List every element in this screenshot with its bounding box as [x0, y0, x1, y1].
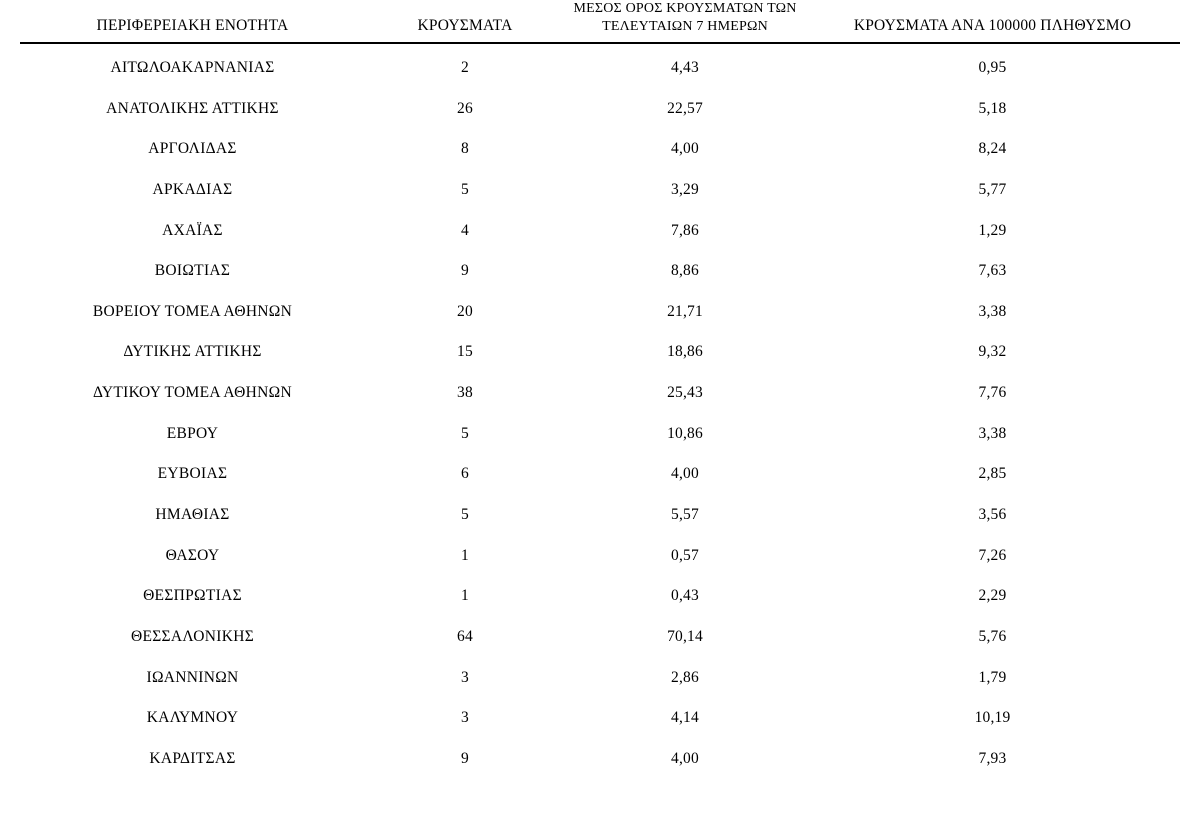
cell-weekly-average: 2,86	[671, 668, 699, 686]
cell-cases: 3	[461, 668, 469, 686]
cell-region: ΑΡΚΑΔΙΑΣ	[152, 180, 233, 198]
table-row	[20, 454, 1180, 495]
cell-weekly-average: 4,00	[671, 749, 699, 767]
cell-region: ΕΥΒΟΙΑΣ	[157, 465, 228, 483]
cell-per-100000: 2,29	[978, 587, 1007, 605]
cell-cases: 6	[461, 465, 469, 483]
cell-region: ΚΑΡΔΙΤΣΑΣ	[149, 749, 236, 767]
cell-weekly-average: 22,57	[667, 99, 703, 117]
table-row	[20, 617, 1180, 658]
table-row	[20, 251, 1180, 292]
table-row	[20, 373, 1180, 414]
table-row	[20, 698, 1180, 739]
column-header-region: ΠΕΡΙΦΕΡΕΙΑΚΗ ΕΝΟΤΗΤΑ	[20, 0, 365, 43]
cell-cases: 9	[461, 262, 469, 280]
cell-weekly-average: 18,86	[667, 343, 703, 361]
cell-per-100000: 7,76	[978, 384, 1007, 402]
cell-region: ΚΑΛΥΜΝΟΥ	[146, 709, 239, 727]
cell-per-100000: 1,29	[978, 221, 1007, 239]
table-row	[20, 576, 1180, 617]
cell-per-100000: 7,63	[978, 262, 1007, 280]
cell-per-100000: 5,18	[978, 99, 1007, 117]
table-row	[20, 170, 1180, 211]
cell-per-100000: 7,93	[978, 749, 1007, 767]
cell-cases: 5	[461, 180, 469, 198]
cell-cases: 5	[461, 506, 469, 524]
cell-cases: 4	[461, 221, 469, 239]
column-header-weekly-average	[565, 0, 805, 43]
cell-weekly-average: 0,43	[671, 587, 699, 605]
cell-cases: 3	[461, 709, 469, 727]
cell-region: ΙΩΑΝΝΙΝΩΝ	[146, 668, 239, 686]
cell-weekly-average: 21,71	[667, 302, 703, 320]
cell-weekly-average: 70,14	[667, 627, 703, 645]
cell-cases: 1	[461, 587, 469, 605]
cell-region: ΘΕΣΣΑΛΟΝΙΚΗΣ	[130, 627, 255, 645]
table-row	[20, 43, 1180, 88]
regional-cases-table	[20, 0, 1180, 779]
table-row	[20, 129, 1180, 170]
cell-per-100000: 9,32	[978, 343, 1007, 361]
cell-region: ΑΝΑΤΟΛΙΚΗΣ ΑΤΤΙΚΗΣ	[106, 99, 279, 117]
cell-per-100000: 3,38	[978, 302, 1007, 320]
cell-region: ΕΒΡΟΥ	[166, 424, 219, 442]
table-row	[20, 495, 1180, 536]
column-header-per-100000: ΚΡΟΥΣΜΑΤΑ ΑΝΑ 100000 ΠΛΗΘΥΣΜΟ	[805, 0, 1180, 43]
cell-weekly-average: 8,86	[671, 262, 699, 280]
cell-per-100000: 3,38	[978, 424, 1007, 442]
cell-weekly-average: 4,14	[671, 709, 699, 727]
cell-weekly-average: 3,29	[671, 180, 699, 198]
cell-cases: 15	[457, 343, 473, 361]
table-row	[20, 414, 1180, 455]
table-row	[20, 657, 1180, 698]
cell-per-100000: 5,76	[978, 627, 1007, 645]
cell-cases: 64	[457, 627, 473, 645]
cell-per-100000: 3,56	[978, 506, 1007, 524]
cell-per-100000: 7,26	[978, 546, 1007, 564]
table-row	[20, 332, 1180, 373]
table-header-row	[20, 0, 1180, 43]
cell-region: ΗΜΑΘΙΑΣ	[155, 506, 230, 524]
cell-region: ΘΑΣΟΥ	[165, 546, 220, 564]
table-row	[20, 88, 1180, 129]
cell-weekly-average: 4,43	[671, 59, 699, 76]
cell-per-100000: 5,77	[978, 180, 1007, 198]
cell-weekly-average: 4,00	[671, 465, 699, 483]
table-header	[20, 0, 1180, 43]
cell-weekly-average: 0,57	[671, 546, 699, 564]
cell-weekly-average: 10,86	[667, 424, 703, 442]
column-header-weekly-average-line1: ΜΕΣΟΣ ΟΡΟΣ ΚΡΟΥΣΜΑΤΩΝ ΤΩΝ	[573, 1, 797, 16]
cell-weekly-average: 25,43	[667, 384, 703, 402]
cell-cases: 8	[461, 140, 469, 158]
cell-region: ΔΥΤΙΚΟΥ ΤΟΜΕΑ ΑΘΗΝΩΝ	[93, 384, 292, 402]
cell-weekly-average: 5,57	[671, 506, 699, 524]
cell-cases: 26	[457, 99, 473, 117]
cell-region: ΒΟΡΕΙΟΥ ΤΟΜΕΑ ΑΘΗΝΩΝ	[92, 302, 293, 320]
cell-per-100000: 10,19	[974, 709, 1011, 727]
cell-cases: 1	[461, 546, 469, 564]
table-row	[20, 536, 1180, 577]
cell-weekly-average: 7,86	[671, 221, 699, 239]
table-row	[20, 210, 1180, 251]
cell-per-100000: 2,85	[978, 465, 1007, 483]
table-row	[20, 292, 1180, 333]
cell-per-100000: 0,95	[978, 59, 1007, 76]
cell-cases: 38	[457, 384, 473, 402]
cell-region: ΘΕΣΠΡΩΤΙΑΣ	[143, 587, 242, 605]
cell-cases: 5	[461, 424, 469, 442]
column-header-weekly-average-line2: ΤΕΛΕΥΤΑΙΩΝ 7 ΗΜΕΡΩΝ	[602, 18, 768, 34]
cell-cases: 9	[461, 749, 469, 767]
cell-cases: 2	[461, 59, 469, 76]
cell-per-100000: 1,79	[978, 668, 1007, 686]
cell-per-100000: 8,24	[978, 140, 1007, 158]
cell-region: ΔΥΤΙΚΗΣ ΑΤΤΙΚΗΣ	[123, 343, 262, 361]
cell-region: ΒΟΙΩΤΙΑΣ	[154, 262, 231, 280]
cell-cases: 20	[457, 302, 473, 320]
cell-region: ΑΡΓΟΛΙΔΑΣ	[148, 140, 237, 158]
table-row	[20, 739, 1180, 780]
cell-weekly-average: 4,00	[671, 140, 699, 158]
table-body	[20, 43, 1180, 779]
cell-region: ΑΙΤΩΛΟΑΚΑΡΝΑΝΙΑΣ	[110, 59, 275, 76]
column-header-cases: ΚΡΟΥΣΜΑΤΑ	[365, 0, 565, 43]
cell-region: ΑΧΑΪΑΣ	[162, 221, 223, 239]
